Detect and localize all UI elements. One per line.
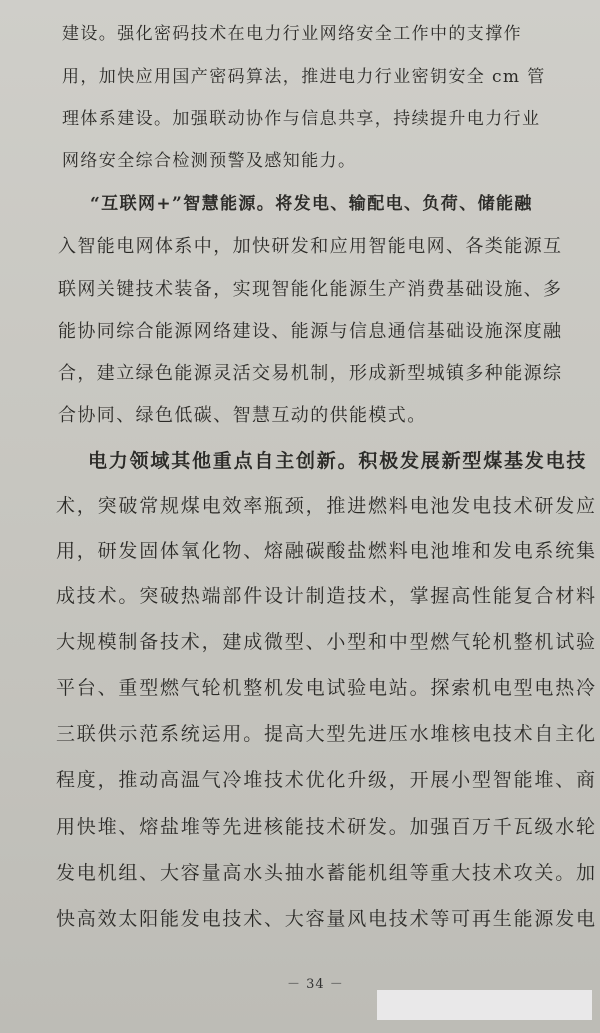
text-line-12: 术，突破常规煤电效率瓶颈，推进燃料电池发电技术研发应: [56, 495, 597, 517]
text-line-2: 用，加快应用国产密码算法，推进电力行业密钥安全 cm 管: [62, 67, 546, 87]
text-line-11: 电力领域其他重点自主创新。积极发展新型煤基发电技: [88, 450, 588, 472]
text-line-3: 理体系建设。加强联动协作与信息共享，持续提升电力行业: [62, 109, 541, 129]
text-line-4: 网络安全综合检测预警及感知能力。: [62, 151, 357, 171]
redaction-box: [377, 990, 592, 1020]
text-line-1: 建设。强化密码技术在电力行业网络安全工作中的支撑作: [62, 24, 522, 44]
text-line-14: 成技术。突破热端部件设计制造技术，掌握高性能复合材料: [56, 585, 597, 607]
text-line-16: 平台、重型燃气轮机整机发电试验电站。探索机电型电热冷: [56, 677, 597, 699]
text-line-13: 用，研发固体氧化物、熔融碳酸盐燃料电池堆和发电系统集: [56, 540, 597, 562]
text-line-5: “互联网+”智慧能源。将发电、输配电、负荷、储能融: [90, 194, 533, 214]
text-line-7: 联网关键技术装备，实现智能化能源生产消费基础设施、多: [58, 279, 563, 300]
text-line-20: 发电机组、大容量高水头抽水蓄能机组等重大技术攻关。加: [56, 862, 597, 884]
text-line-6: 入智能电网体系中，加快研发和应用智能电网、各类能源互: [58, 236, 563, 257]
text-line-21: 快高效太阳能发电技术、大容量风电技术等可再生能源发电: [56, 908, 597, 930]
text-line-18: 程度，推动高温气冷堆技术优化升级，开展小型智能堆、商: [56, 769, 597, 791]
text-line-17: 三联供示范系统运用。提高大型先进压水堆核电技术自主化: [56, 723, 597, 745]
page-number: － 34 －: [287, 977, 344, 992]
text-line-9: 合，建立绿色能源灵活交易机制，形成新型城镇多种能源综: [58, 363, 563, 384]
text-line-8: 能协同综合能源网络建设、能源与信息通信基础设施深度融: [58, 321, 563, 342]
text-line-15: 大规模制备技术，建成微型、小型和中型燃气轮机整机试验: [56, 631, 597, 653]
text-line-10: 合协同、绿色低碳、智慧互动的供能模式。: [58, 405, 427, 426]
text-line-19: 用快堆、熔盐堆等先进核能技术研发。加强百万千瓦级水轮: [56, 816, 597, 838]
